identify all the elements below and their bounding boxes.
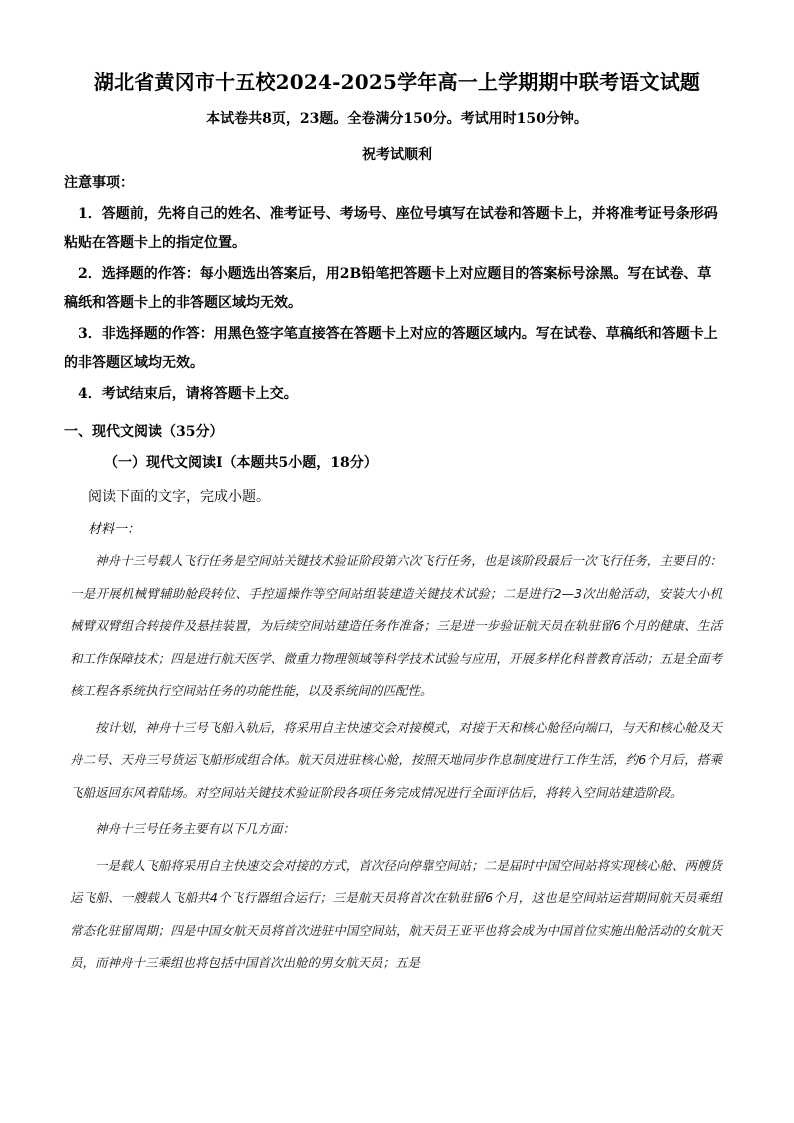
notice-label: 注意事项： <box>64 175 134 191</box>
notice-item: 1．答题前，先将自己的姓名、准考证号、考场号、座位号填写在试卷和答题卡上，并将准考证号条形码粘贴在答题卡上的指定位置。 <box>64 206 718 251</box>
notice-item: 3．非选择题的作答：用黑色签字笔直接答在答题卡上对应的答题区域内。写在试卷、草稿纸和答题卡上的非答题区域均无效。 <box>64 326 718 371</box>
reading-instruction: 阅读下面的文字，完成小题。 <box>88 489 270 505</box>
passage-paragraph: 一是载人飞船将采用自主快速交会对接的方式，首次径向停靠空间站；二是届时中国空间站将实现核心舱、两艘货运飞船、一艘载人飞船共4个飞行器组合运行；三是航天员将首次在轨驻留6个月，这也是空间站运营期间航天员乘组常态化驻留周期；四是中国女航天员将首次进驻中国空间站，航天员王亚平也将会成为中国首位实施出舱活动的女航天员，而神舟十三乘组也将包括中国首次出舱的男女航天员；五是 <box>70 857 722 970</box>
passage-paragraph: 按计划，神舟十三号飞船入轨后，将采用自主快速交会对接模式，对接于天和核心舱径向端口，与天和核心舱及天舟二号、天舟三号货运飞船形成组合体。航天员进驻核心舱，按照天地同步作息制度进行工作生活，约6个月后，搭乘飞船返回东风着陆场。对空间站关键技术验证阶段各项任务完成情况进行全面评估后，将转入空间站建造阶段。 <box>70 719 722 800</box>
subsection-heading: （一）现代文阅读Ⅰ（本题共5小题，18分） <box>104 455 378 471</box>
section-heading: 一、现代文阅读（35分） <box>64 424 224 440</box>
reading-passage <box>70 545 722 984</box>
exam-info: 本试卷共8页，23题。全卷满分150分。考试用时150分钟。 <box>206 111 588 127</box>
passage-paragraph: 神舟十三号任务主要有以下几方面： <box>95 821 296 836</box>
page-title: 湖北省黄冈市十五校2024-2025学年高一上学期期中联考语文试题 <box>93 70 701 94</box>
good-luck-text: 祝考试顺利 <box>362 147 432 163</box>
passage-paragraph: 神舟十三号载人飞行任务是空间站关键技术验证阶段第六次飞行任务，也是该阶段最后一次飞行任务，主要目的：一是开展机械臂辅助舱段转位、手控遥操作等空间站组装建造关键技术试验；二是进行2—3次出舱活动，安装大小机械臂双臂组合转接件及悬挂装置，为后续空间站建造任务作准备；三是进一步验证航天员在轨驻留6个月的健康、生活和工作保障技术；四是进行航天医学、微重力物理领域等科学技术试验与应用，开展多样化科普教育活动；五是全面考核工程各系统执行空间站任务的功能性能，以及系统间的匹配性。 <box>70 553 722 698</box>
material-label: 材料一： <box>88 522 141 537</box>
notice-item: 4．考试结束后，请将答题卡上交。 <box>78 386 298 402</box>
notice-item: 2．选择题的作答：每小题选出答案后，用2B铅笔把答题卡上对应题目的答案标号涂黑。写在试卷、草稿纸和答题卡上的非答题区域均无效。 <box>64 266 712 311</box>
notice-list <box>64 200 720 411</box>
